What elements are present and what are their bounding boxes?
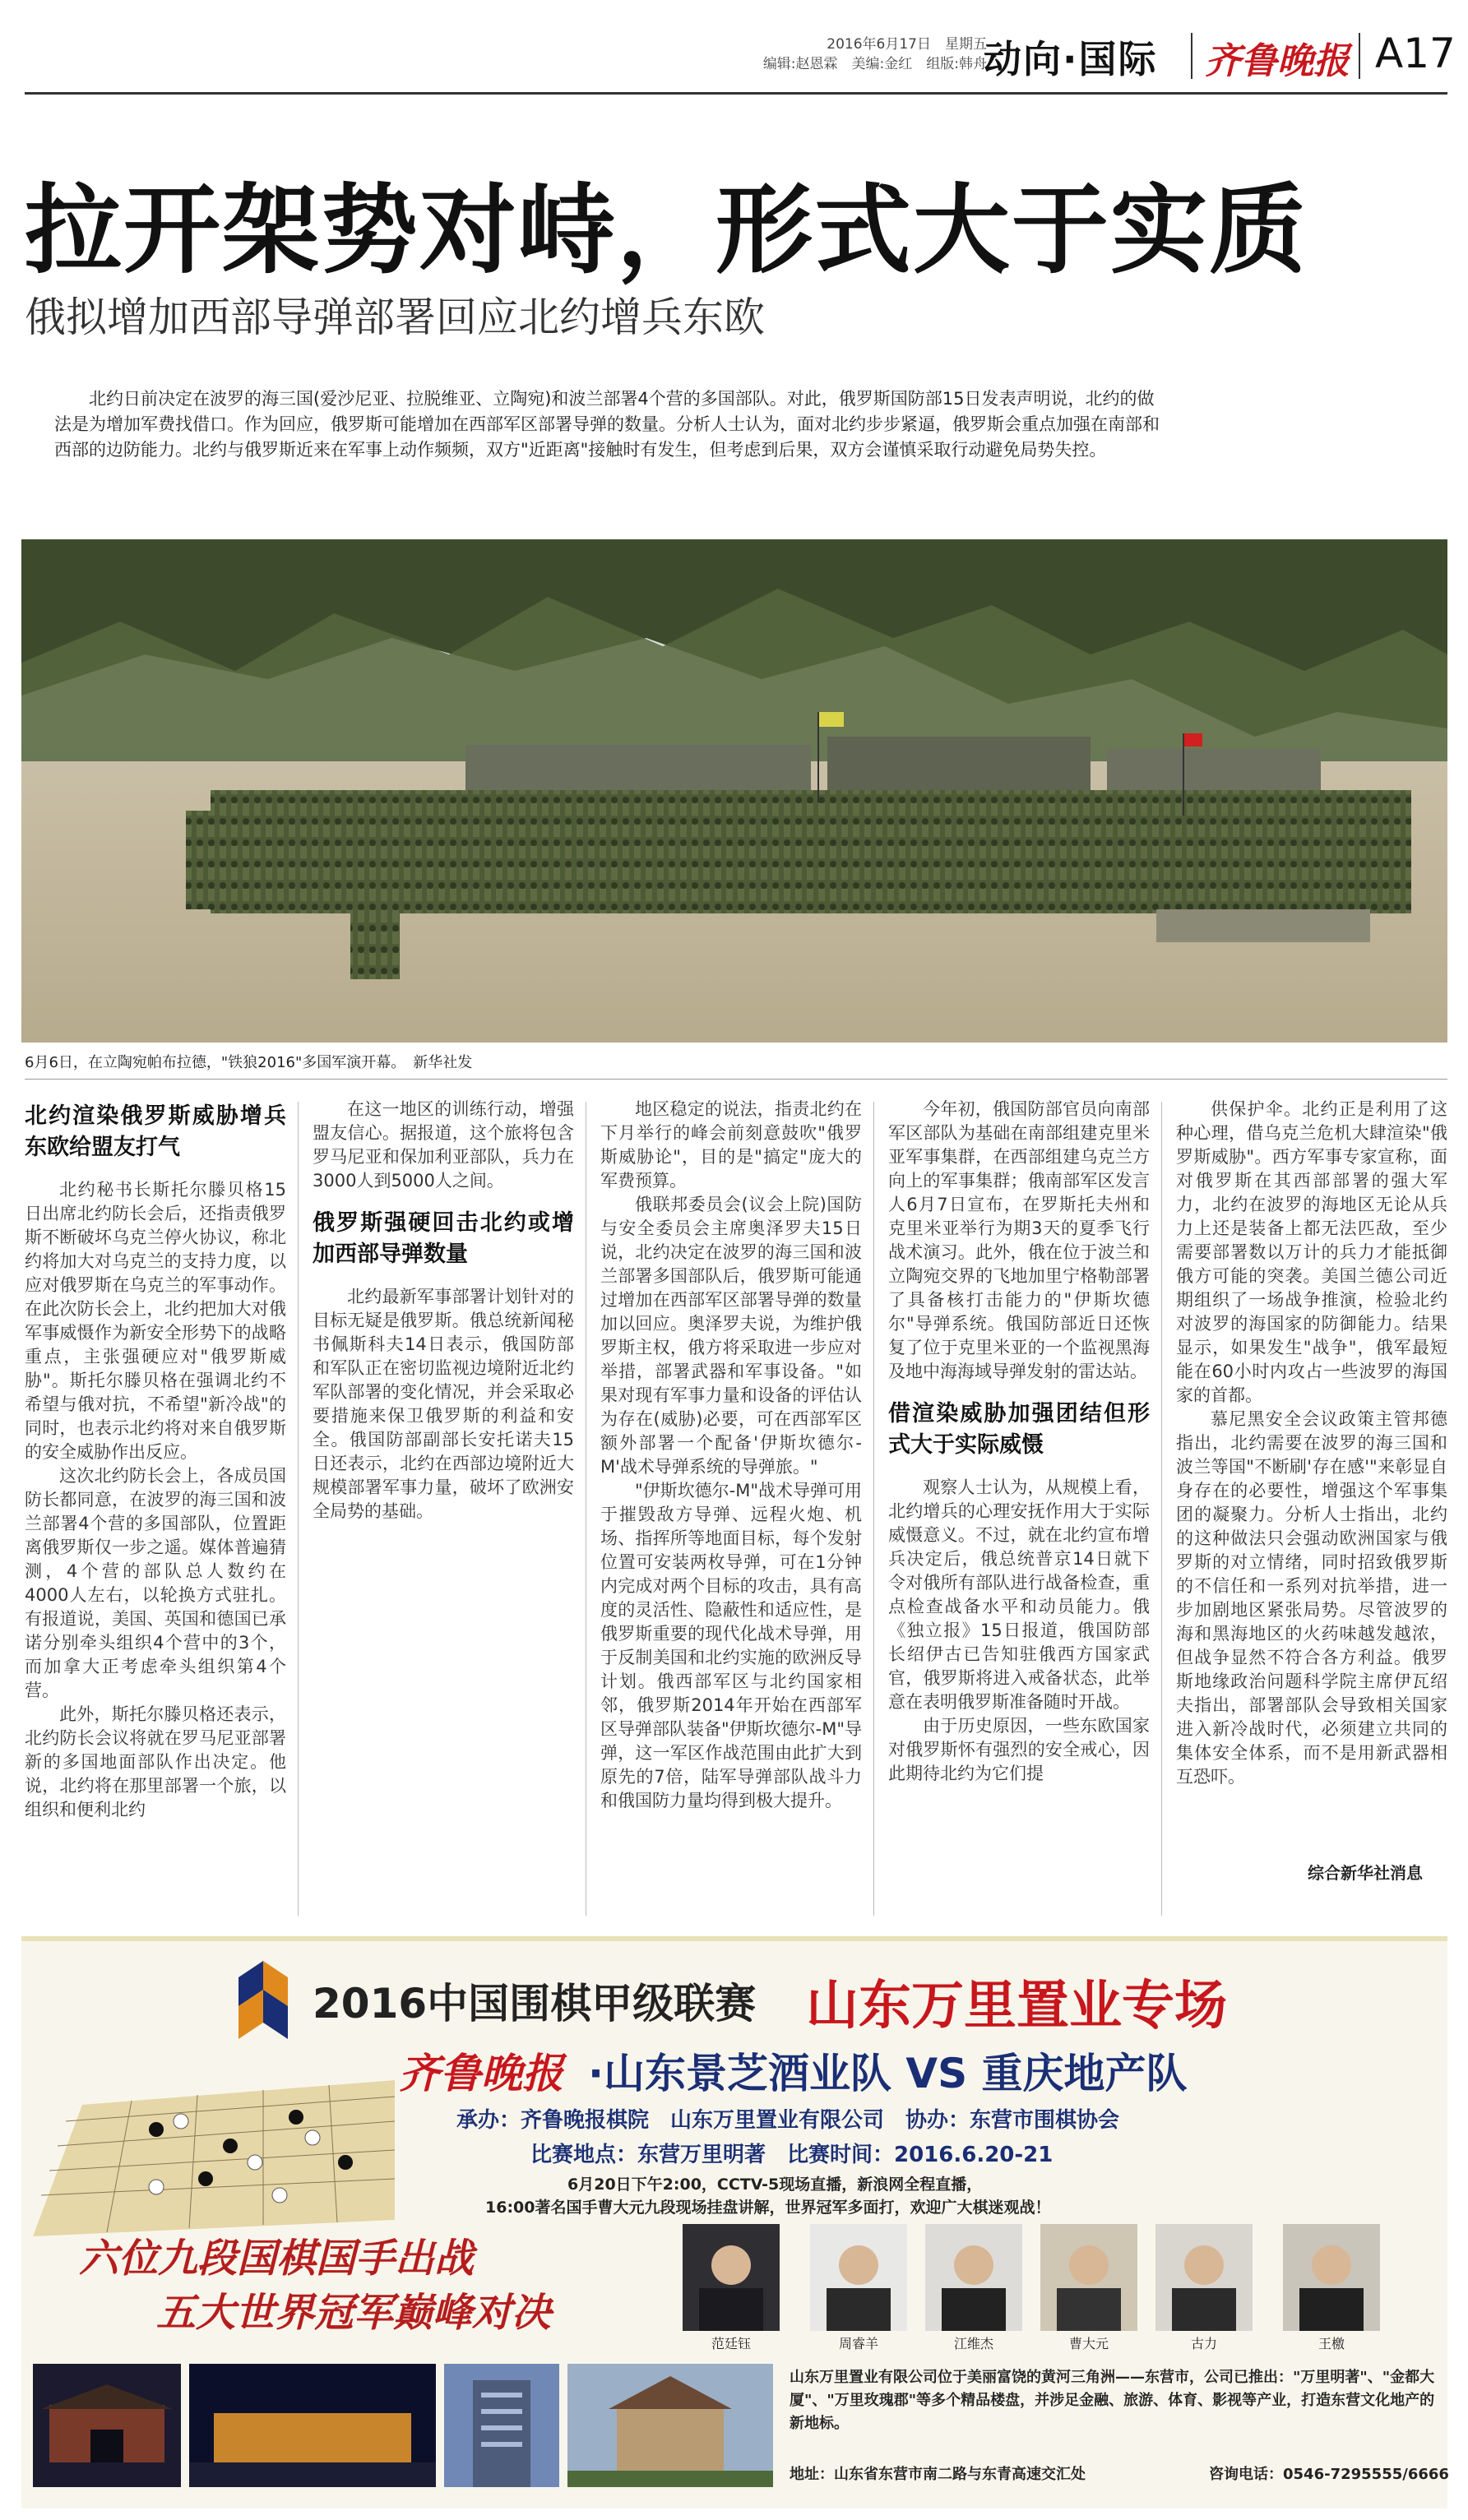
ad-broadcast: 6月20日下午2:00，CCTV-5现场直播，新浪网全程直播， bbox=[567, 2176, 983, 2194]
lead-paragraph: 北约日前决定在波罗的海三国(爱沙尼亚、拉脱维亚、立陶宛)和波兰部署4个营的多国部队。对此，俄罗斯国防部15日发表声明说，北约的做法是为增加军费找借口。作为回应，俄罗斯可能增加在西部军区部署导弹的数量。分析人士认为，面对北约步步紧逼，俄罗斯会重点加强在南部和西部的边防能力。北约与俄罗斯近来在军事上动作频频，双方"近距离"接触时有发生，但考虑到后果，双方会谨慎采取行动避免局势失控。 bbox=[54, 389, 1160, 460]
ad-organizer: 承办：齐鲁晚报棋院 山东万里置业有限公司 协办：东营市围棋协会 bbox=[456, 2108, 1120, 2133]
ad-broadcast: 16:00著名国手曹大元九段现场挂盘讲解，世界冠军多面打，欢迎广大棋迷观战！ bbox=[485, 2199, 1051, 2217]
date-line: 2016年6月17日 星期五 bbox=[827, 36, 987, 53]
ad-paper-logo: 齐鲁晚报 bbox=[399, 2049, 563, 2097]
masthead-divider bbox=[1359, 33, 1360, 79]
section-heading: 借渲染威胁加强团结但形式大于实际威慑 bbox=[888, 1401, 1150, 1458]
player-photo bbox=[1283, 2224, 1380, 2331]
ad-slogan: 五大世界冠军巅峰对决 bbox=[156, 2290, 552, 2336]
section-heading: 俄罗斯强硬回击北约或增加西部导弹数量 bbox=[313, 1210, 574, 1267]
column-1 bbox=[25, 1098, 286, 1822]
ad-match-teams: ·山东景芝酒业队 VS 重庆地产队 bbox=[588, 2050, 1188, 2097]
masthead-divider bbox=[1191, 33, 1192, 79]
byline: 综合新华社消息 bbox=[1308, 1863, 1423, 1883]
player-photo bbox=[1155, 2224, 1253, 2331]
villa-photo bbox=[567, 2364, 773, 2487]
headline: 拉开架势对峙，形式大于实质 bbox=[25, 173, 1308, 287]
tower-photo bbox=[444, 2364, 559, 2487]
ad-phone: 咨询电话：0546-7295555/6666 bbox=[1209, 2466, 1449, 2483]
top-rule bbox=[25, 92, 1447, 95]
section-title: 动向·国际 bbox=[984, 37, 1158, 81]
column-3 bbox=[600, 1098, 862, 1813]
ad-company-description: 山东万里置业有限公司位于美丽富饶的黄河三角洲——东营市，公司已推出："万里明著"、"金都大厦"、"万里玫瑰郡"等多个精品楼盘，并涉足金融、旅游、体育、影视等产业，打造东营文化地产的新地标。 bbox=[790, 2369, 1435, 2432]
player-photo bbox=[925, 2224, 1022, 2331]
body-paragraph: 俄联邦委员会(议会上院)国防与安全委员会主席奥泽罗夫15日说，北约决定在波罗的海三国和波兰部署多国部队后，俄罗斯可能通过增加在西部军区部署导弹的数量加以回应。奥泽罗夫说，为维护俄罗斯主权，俄方将采取进一步应对举措，部署武器和军事设备。"如果对现有军事力量和设备的评估认为存在(威胁)必要，可在西部军区额外部署一个配备'伊斯坎德尔-M'战术导弹系统的导弹旅。" bbox=[600, 1195, 862, 1477]
player-name: 王檄 bbox=[1317, 2336, 1345, 2351]
column-divider bbox=[873, 1102, 874, 1916]
player-photo bbox=[1040, 2224, 1137, 2331]
body-paragraph: 北约最新军事部署计划针对的目标无疑是俄罗斯。俄总统新闻秘书佩斯科夫14日表示，俄国防部和军队正在密切监视边境附近北约军队部署的变化情况，并会采取必要措施来保卫俄罗斯的利益和安全。俄国防部副部长安托诺夫15日还表示，北约在西部边境附近大规模部署军事力量，破坏了欧洲安全局势的基础。 bbox=[313, 1287, 574, 1521]
subheadline: 俄拟增加西部导弹部署回应北约增兵东欧 bbox=[25, 294, 765, 341]
caption-rule bbox=[25, 1079, 1447, 1080]
ad-address: 地址：山东省东营市南二路与东青高速交汇处 bbox=[790, 2466, 1086, 2483]
photo-illustration bbox=[21, 539, 1447, 1043]
player-name: 周睿羊 bbox=[838, 2336, 878, 2351]
wanli-logo-icon bbox=[238, 1961, 288, 2051]
photo-caption: 6月6日，在立陶宛帕布拉德，"铁狼2016"多国军演开幕。 新华社发 bbox=[25, 1054, 473, 1071]
go-board-illustration bbox=[33, 2072, 395, 2236]
staff-line: 编辑:赵恩霖 美编:金红 组版:韩舟 bbox=[762, 56, 987, 72]
military-exercise-photo bbox=[21, 539, 1447, 1043]
ad-title: 2016中国围棋甲级联赛 bbox=[313, 1980, 757, 2028]
paper-logo: 齐鲁晚报 bbox=[1205, 40, 1350, 82]
body-paragraph: 此外，斯托尔滕贝格还表示，北约防长会议将就在罗马尼亚部署新的多国地面部队作出决定。他说，北约将在那里部署一个旅，以组织和便利北约 bbox=[25, 1704, 286, 1819]
body-paragraph: "伊斯坎德尔-M"战术导弹可用于摧毁敌方导弹、远程火炮、机场、指挥所等地面目标，每个发射位置可安装两枚导弹，可在1分钟内完成对两个目标的攻击，具有高度的灵活性、隐蔽性和适应性，是俄罗斯重要的现代化战术导弹，用于反制美国和北约实施的欧洲反导计划。俄西部军区与北约国家相邻，俄罗斯2014年开始在西部军区导弹部队装备"伊斯坎德尔-M"导弹，这一军区作战范围由此扩大到原先的7倍，陆军导弹部队战斗力和俄国防力量均得到极大提升。 bbox=[600, 1481, 863, 1810]
column-4 bbox=[888, 1098, 1150, 1786]
body-paragraph: 这次北约防长会上，各成员国防长都同意，在波罗的海三国和波兰部署4个营的多国部队，位置距离俄罗斯仅一步之遥。媒体普遍猜测，4个营的部队总人数约在4000人左右，以轮换方式驻扎。有报道说，美国、英国和德国已承诺分别牵头组织4个营中的3个，而加拿大正考虑牵头组织第4个营。 bbox=[25, 1466, 286, 1700]
column-5 bbox=[1176, 1098, 1447, 1789]
column-2 bbox=[313, 1098, 574, 1524]
masthead-meta bbox=[674, 35, 987, 74]
body-paragraph: 在这一地区的训练行动，增强盟友信心。据报道，这个旅将包含罗马尼亚和保加利亚部队，兵力在3000人到5000人之间。 bbox=[313, 1099, 574, 1191]
body-paragraph: 供保护伞。北约正是利用了这种心理，借乌克兰危机大肆渲染"俄罗斯威胁"。西方军事专家宣称，面对俄罗斯在其西部部署的强大军力，北约在波罗的海地区无论从兵力上还是装备上都无法匹敌，至少需要部署数以万计的兵力才能抵御俄方可能的突袭。美国兰德公司近期组织了一场战争推演，检验北约对波罗的海国家的防御能力。结果显示，如果发生"战争"，俄军最短能在60小时内攻占一些波罗的海国家的首都。 bbox=[1176, 1099, 1447, 1405]
body-paragraph: 地区稳定的说法，指责北约在下月举行的峰会前刻意鼓吹"俄罗斯威胁论"，目的是"搞定"庞大的军费预算。 bbox=[600, 1099, 862, 1191]
player-name: 范廷钰 bbox=[711, 2336, 751, 2351]
player-photo bbox=[810, 2224, 907, 2331]
player-name: 曹大元 bbox=[1068, 2336, 1109, 2351]
body-paragraph: 由于历史原因，一些东欧国家对俄罗斯怀有强烈的安全戒心，因此期待北约为它们提 bbox=[888, 1716, 1150, 1783]
body-paragraph: 观察人士认为，从规模上看，北约增兵的心理安抚作用大于实际威慑意义。不过，就在北约宣布增兵决定后，俄总统普京14日就下令对俄所有部队进行战备检查，重点检查战备水平和动员能力。俄《独立报》15日报道，俄国防部长绍伊古已告知驻俄西方国家武官，俄罗斯将进入戒备状态，此举意在表明俄罗斯准备随时开战。 bbox=[888, 1477, 1150, 1712]
night-building-photo bbox=[189, 2364, 436, 2487]
ad-slogan: 六位九段国棋国手出战 bbox=[79, 2236, 475, 2282]
player-name: 江维杰 bbox=[953, 2336, 993, 2351]
player-name: 古力 bbox=[1190, 2336, 1217, 2351]
body-paragraph: 今年初，俄国防部官员向南部军区部队为基础在南部组建克里米亚军事集群，在西部组建乌克兰方向上的军事集群；俄南部军区发言人6月7日宣布，在罗斯托夫州和克里米亚举行为期3天的夏季飞行战术演习。此外，俄在位于波兰和立陶宛交界的飞地加里宁格勒部署了具备核打击能力的"伊斯坎德尔"导弹系统。俄国防部近日还恢复了位于克里米亚的一个监视黑海及地中海海域导弹发射的雷达站。 bbox=[888, 1099, 1150, 1381]
player-photo bbox=[683, 2224, 780, 2331]
body-paragraph: 北约秘书长斯托尔滕贝格15日出席北约防长会后，还指责俄罗斯不断破坏乌克兰停火协议，称北约将加大对乌克兰的支持力度，以应对俄罗斯在乌克兰的军事动作。在此次防长会上，北约把加大对俄军事威慑作为新安全形势下的战略重点，主张强硬应对"俄罗斯威胁"。斯托尔滕贝格在强调北约不希望与俄对抗，不希望"新冷战"的同时，也表示北约将对来自俄罗斯的安全威胁作出反应。 bbox=[25, 1180, 286, 1462]
page-number: A17 bbox=[1375, 30, 1456, 77]
ad-venue: 比赛地点：东营万里明著 比赛时间：2016.6.20-21 bbox=[530, 2143, 1054, 2167]
section-heading: 北约渲染俄罗斯威胁增兵东欧给盟友打气 bbox=[25, 1103, 286, 1160]
ad-title-highlight: 山东万里置业专场 bbox=[806, 1976, 1227, 2037]
body-paragraph: 慕尼黑安全会议政策主管邦德指出，北约需要在波罗的海三国和波兰等国"不断刷'存在感'"来彰显自身存在的必要性，增强这个军事集团的凝聚力。分析人士指出，北约的这种做法只会强动欧洲国家与俄罗斯的对立情绪，同时招致俄罗斯的不信任和一系列对抗举措，进一步加剧地区紧张局势。尽管波罗的海和黑海地区的火药味越发越浓，但战争显然不符合各方利益。俄罗斯地缘政治问题科学院主席伊瓦绍夫指出，部署部队会导致相关国家进入新冷战时代，必须建立共同的集体安全体系，而不是用新武器相互恐吓。 bbox=[1176, 1409, 1447, 1787]
column-divider bbox=[1161, 1102, 1162, 1916]
gate-photo bbox=[33, 2364, 181, 2487]
column-divider bbox=[298, 1102, 299, 1916]
